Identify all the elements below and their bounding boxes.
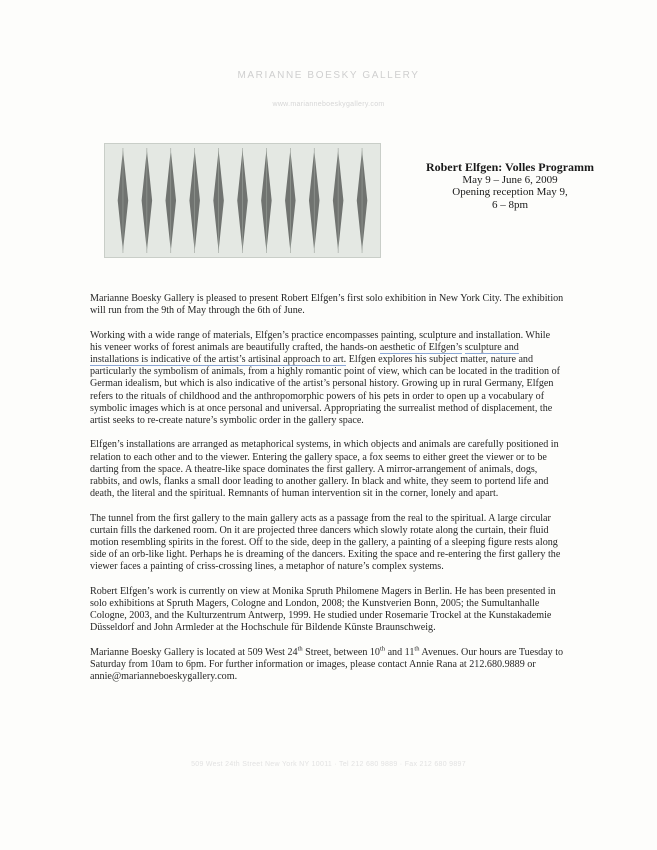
highlighted-text: aesthetic of Elfgen’s (379, 341, 463, 353)
paragraph-text: Street, between 10 (302, 646, 380, 658)
paragraph-text: Working with a wide range of materials, Elfgen’s practice encompasses painting, sculpture and installation. While his veneer works of forest animals are beautifully crafted, the hands-on (90, 329, 551, 353)
highlighted-text: sculpture and installations is indicative of the artist’s artisinal approach to art. (90, 341, 519, 365)
artwork-image (104, 143, 381, 258)
gallery-url: www.marianneboeskygallery.com (272, 101, 385, 108)
paragraph-text: and 11 (385, 646, 415, 658)
artwork-diamond-pattern (105, 144, 380, 257)
paragraph-practice (90, 330, 564, 428)
paragraph-tunnel: The tunnel from the first gallery to the main gallery acts as a passage from the real to the spiritual. A large circular curtain fills the darkened room. On it are projected three dancers which slowly rotate along the curtain, their fluid motion resembling spirits in the forest. Off to the side, deep in the gallery, a painting of a sleeping figure rests along side of an orb-like light. Perhaps he is dreaming of the dancers. Exiting the space and re-entering the first gallery the viewer faces a painting of criss-crossing lines, a metaphor of nature’s complex systems. (90, 512, 561, 573)
paragraph-text: Avenues. Our hours are Tuesday to Saturday from 10am to 6pm. For further information or images, please contact Annie Rana at 212.680.9889 or annie@marianneboeskygallery.com. (90, 646, 564, 683)
press-release-body (90, 293, 564, 696)
gallery-footer-address: 509 West 24th Street New York NY 10011 · Tel 212 680 9889 · Fax 212 680 9897 (191, 761, 466, 768)
opening-reception-time: 6 – 8pm (491, 198, 529, 211)
paragraph-biography: Robert Elfgen’s work is currently on view at Monika Spruth Philomene Magers in Berlin. He has been presented in solo exhibitions at Spruth Magers, Cologne and London, 2008; the Kunstverien Bonn, 2005; the Sumultanhalle Cologne, 2003, and the Kulturzentrum Antwerp, 1999. He studied under Rosemarie Trockel at the Kunstakademie Düsseldorf and John Armleder at the Hochschule für Bildende Künste Braunschweig. (90, 585, 556, 634)
exhibition-dates: May 9 – June 6, 2009 (462, 173, 558, 186)
paragraph-contact (90, 647, 564, 684)
exhibition-info (410, 161, 610, 211)
opening-reception: Opening reception May 9, (452, 186, 568, 198)
paragraph-intro: Marianne Boesky Gallery is pleased to present Robert Elfgen’s first solo exhibition in New York City. The exhibition will run from the 9th of May through the 6th of June. (90, 293, 564, 317)
exhibition-title: Robert Elfgen: Volles Programm (425, 160, 595, 174)
gallery-letterhead: MARIANNE BOESKY GALLERY (237, 70, 420, 81)
paragraph-text: Elfgen explores his subject matter, nature and particularly the symbolism of animals, from a highly romantic point of view, which can be located in the tradition of German idealism, but which is also indicative of the artist’s personal history. Growing up in rural Germany, Elfgen refers to the rituals of childhood and the anthropomorphic powers of his pets in order to open up a vocabulary of symbolic images which is at once personal and universal. Appropriating the surrealist method of displacement, the artist seeks to re-create nature’s symbolic order in the gallery space. (90, 354, 560, 427)
superscript: th (379, 645, 386, 653)
paragraph-text: Marianne Boesky Gallery is located at 509 West 24 (90, 646, 298, 658)
paragraph-installations: Elfgen’s installations are arranged as metaphorical systems, in which objects and animals are carefully positioned in relation to each other and to the viewer. Entering the gallery space, a fox seems to either greet the viewer or to be darting from the space. A theatre-like space dominates the first gallery. A mirror-arrangement of animals, dogs, rabbits, and owls, flanks a small door leading to another gallery. In black and white, they seem to portend life and death, the literal and the spiritual. Remnants of human intervention sit in the corner, lonely and apart. (90, 439, 559, 500)
superscript: th (414, 645, 420, 653)
superscript: th (297, 645, 303, 653)
